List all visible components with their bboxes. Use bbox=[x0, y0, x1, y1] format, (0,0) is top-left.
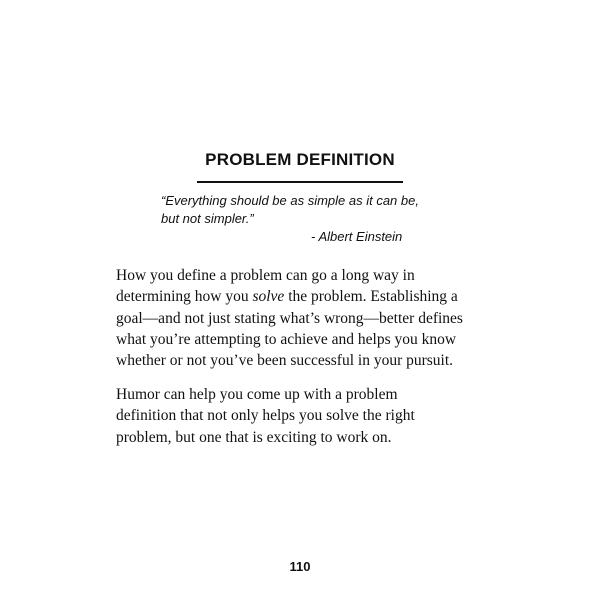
paragraph-line bbox=[116, 286, 496, 307]
paragraph-text: the problem. Establishing a bbox=[284, 288, 458, 306]
emphasized-word: solve bbox=[252, 288, 285, 306]
heading-underline bbox=[197, 181, 403, 183]
paragraph-line: problem, but one that is exciting to work on. bbox=[116, 428, 392, 446]
page-number: 110 bbox=[289, 559, 311, 574]
paragraph-line: definition that not only helps you solve the right bbox=[116, 407, 415, 425]
quote-attribution: - Albert Einstein bbox=[311, 229, 403, 244]
quote-line-2: but not simpler.” bbox=[161, 211, 254, 226]
paragraph-line: whether or not you’ve been successful in your pursuit. bbox=[116, 352, 454, 370]
paragraph-line: goal—and not just stating what’s wrong—better defines bbox=[116, 309, 463, 327]
paragraph-line: Humor can help you come up with a problem bbox=[116, 386, 398, 403]
body-paragraph-2 bbox=[116, 384, 496, 448]
epigraph-quote bbox=[161, 192, 461, 228]
section-heading: PROBLEM DEFINITION bbox=[205, 150, 395, 169]
quote-line-1: “Everything should be as simple as it can be, bbox=[161, 193, 419, 208]
body-paragraph-1 bbox=[116, 265, 496, 371]
paragraph-line: what you’re attempting to achieve and helps you know bbox=[116, 330, 457, 348]
paragraph-text: determining how you bbox=[116, 288, 253, 306]
paragraph-line: How you define a problem can go a long way in bbox=[116, 267, 415, 284]
